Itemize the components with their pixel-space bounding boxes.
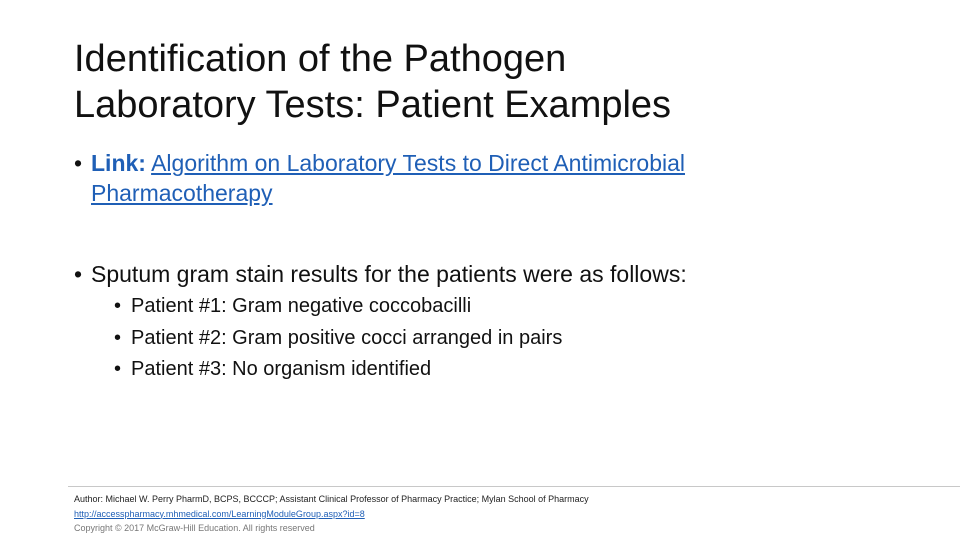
patient-1-text: Patient #1: Gram negative coccobacilli: [131, 295, 472, 317]
patient-list: [114, 291, 814, 386]
footer-copyright: Copyright © 2017 McGraw-Hill Education. All rights reserved: [74, 523, 315, 533]
sputum-bullet: [74, 259, 874, 289]
footer: [74, 492, 944, 536]
bullet-glyph: •: [74, 150, 83, 176]
patient-2-item: [114, 323, 814, 355]
link-bullet: [74, 148, 834, 208]
footer-url-link[interactable]: http://accesspharmacy.mhmedical.com/LearningModuleGroup.aspx?id=8: [74, 508, 365, 519]
bullet-glyph: •: [114, 295, 122, 317]
patient-3-item: [114, 354, 814, 386]
bullet-glyph: •: [74, 261, 83, 287]
footer-divider: [68, 486, 960, 487]
slide-title: [74, 36, 934, 128]
link-label: Link:: [91, 150, 146, 176]
algorithm-link[interactable]: Algorithm on Laboratory Tests to Direct Antimicrobial Pharmacotherapy: [91, 150, 685, 206]
footer-author: Author: Michael W. Perry PharmD, BCPS, BCCCP; Assistant Clinical Professor of Pharmacy Practice; Mylan School of Pharmacy: [74, 494, 589, 504]
bullet-glyph: •: [114, 326, 122, 349]
patient-1-item: [114, 291, 814, 323]
slide-title-line-1: Identification of the Pathogen: [74, 38, 567, 80]
sputum-bullet-text: Sputum gram stain results for the patients were as follows:: [91, 261, 687, 287]
slide-title-line-2: Laboratory Tests: Patient Examples: [74, 84, 672, 126]
patient-3-text: Patient #3: No organism identified: [131, 358, 432, 380]
patient-2-text: Patient #2: Gram positive cocci arranged in pairs: [131, 326, 563, 349]
bullet-glyph: •: [114, 358, 122, 380]
